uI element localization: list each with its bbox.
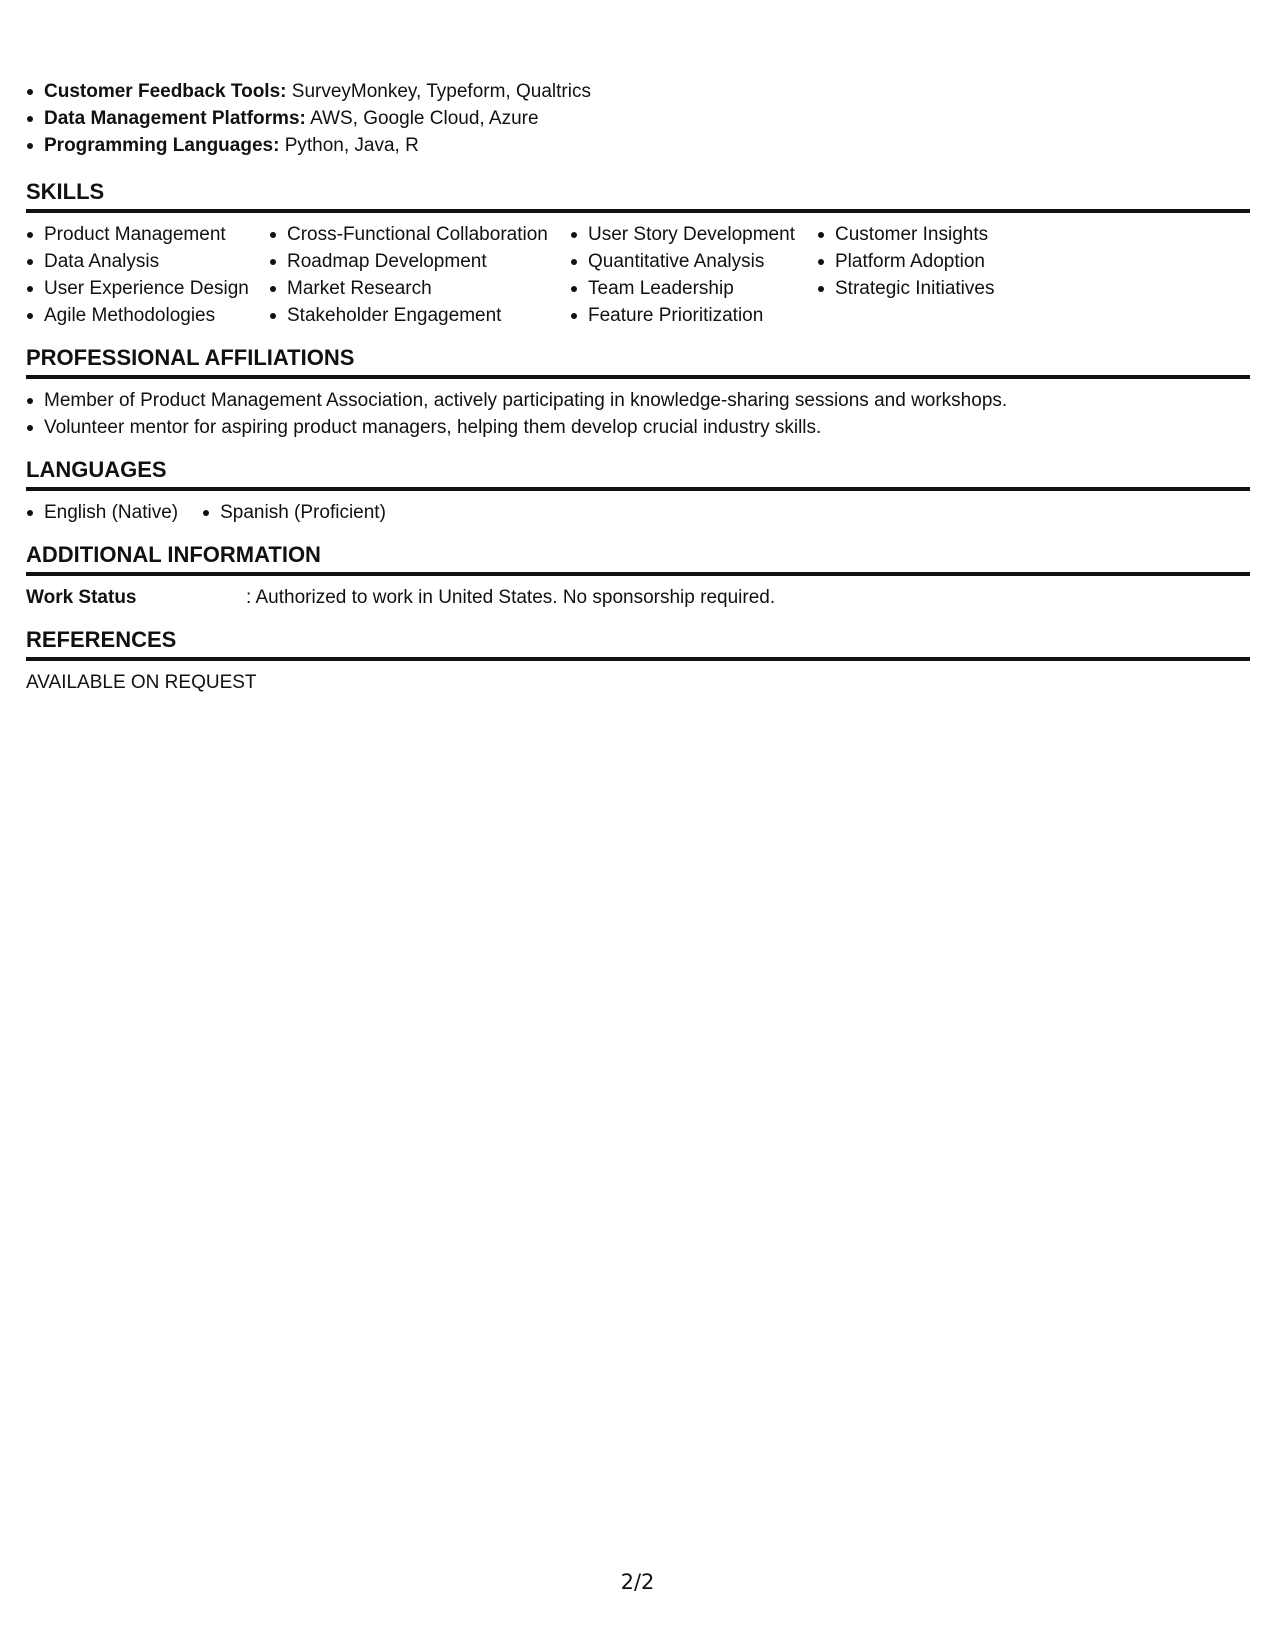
languages-list bbox=[26, 499, 1250, 526]
additional-info-section bbox=[26, 542, 1250, 611]
tech-label: Customer Feedback Tools: bbox=[44, 81, 287, 102]
skill-item: Product Management bbox=[26, 221, 269, 248]
affiliations-list bbox=[26, 387, 1250, 441]
tech-value: SurveyMonkey, Typeform, Qualtrics bbox=[291, 81, 591, 102]
skill-item: Strategic Initiatives bbox=[817, 275, 1077, 302]
technical-skills-list bbox=[26, 78, 1250, 159]
section-title-additional: ADDITIONAL INFORMATION bbox=[26, 542, 1250, 576]
references-text: AVAILABLE ON REQUEST bbox=[26, 672, 257, 693]
skills-column bbox=[269, 221, 570, 329]
tech-label: Programming Languages: bbox=[44, 135, 280, 156]
skill-item: Agile Methodologies bbox=[26, 302, 269, 329]
skill-item: Customer Insights bbox=[817, 221, 1077, 248]
skills-column bbox=[26, 221, 269, 329]
language-item: Spanish (Proficient) bbox=[202, 499, 386, 526]
languages-section bbox=[26, 457, 1250, 526]
list-item bbox=[26, 132, 1250, 159]
skill-item: Data Analysis bbox=[26, 248, 269, 275]
list-item: Member of Product Management Association, actively participating in knowledge-sharing sessions and workshops. bbox=[26, 387, 1250, 414]
section-title-skills: SKILLS bbox=[26, 179, 1250, 213]
list-item: Volunteer mentor for aspiring product managers, helping them develop crucial industry skills. bbox=[26, 414, 1250, 441]
list-item bbox=[26, 105, 1250, 132]
list-item bbox=[26, 78, 1250, 105]
section-title-references: REFERENCES bbox=[26, 627, 1250, 661]
affiliations-section bbox=[26, 345, 1250, 441]
skills-section bbox=[26, 179, 1250, 329]
tech-value: AWS, Google Cloud, Azure bbox=[310, 108, 539, 129]
section-title-languages: LANGUAGES bbox=[26, 457, 1250, 491]
work-status-row bbox=[26, 584, 1250, 611]
skill-item: Feature Prioritization bbox=[570, 302, 817, 329]
section-title-affiliations: PROFESSIONAL AFFILIATIONS bbox=[26, 345, 1250, 379]
skill-item: Roadmap Development bbox=[269, 248, 570, 275]
skill-item: User Experience Design bbox=[26, 275, 269, 302]
resume-page bbox=[26, 78, 1250, 712]
tech-value: Python, Java, R bbox=[284, 135, 419, 156]
skill-item: User Story Development bbox=[570, 221, 817, 248]
work-status-label: Work Status bbox=[26, 587, 137, 608]
skill-item: Stakeholder Engagement bbox=[269, 302, 570, 329]
work-status-value: : Authorized to work in United States. No sponsorship required. bbox=[246, 587, 776, 608]
skill-item: Platform Adoption bbox=[817, 248, 1077, 275]
skill-item: Team Leadership bbox=[570, 275, 817, 302]
language-item: English (Native) bbox=[26, 499, 178, 526]
references-section bbox=[26, 627, 1250, 696]
tech-label: Data Management Platforms: bbox=[44, 108, 306, 129]
skill-item: Quantitative Analysis bbox=[570, 248, 817, 275]
skill-item: Cross-Functional Collaboration bbox=[269, 221, 570, 248]
page-number: 2/2 bbox=[620, 1570, 655, 1594]
skills-grid bbox=[26, 221, 1250, 329]
skills-column bbox=[570, 221, 817, 329]
skill-item: Market Research bbox=[269, 275, 570, 302]
skills-column bbox=[817, 221, 1077, 329]
